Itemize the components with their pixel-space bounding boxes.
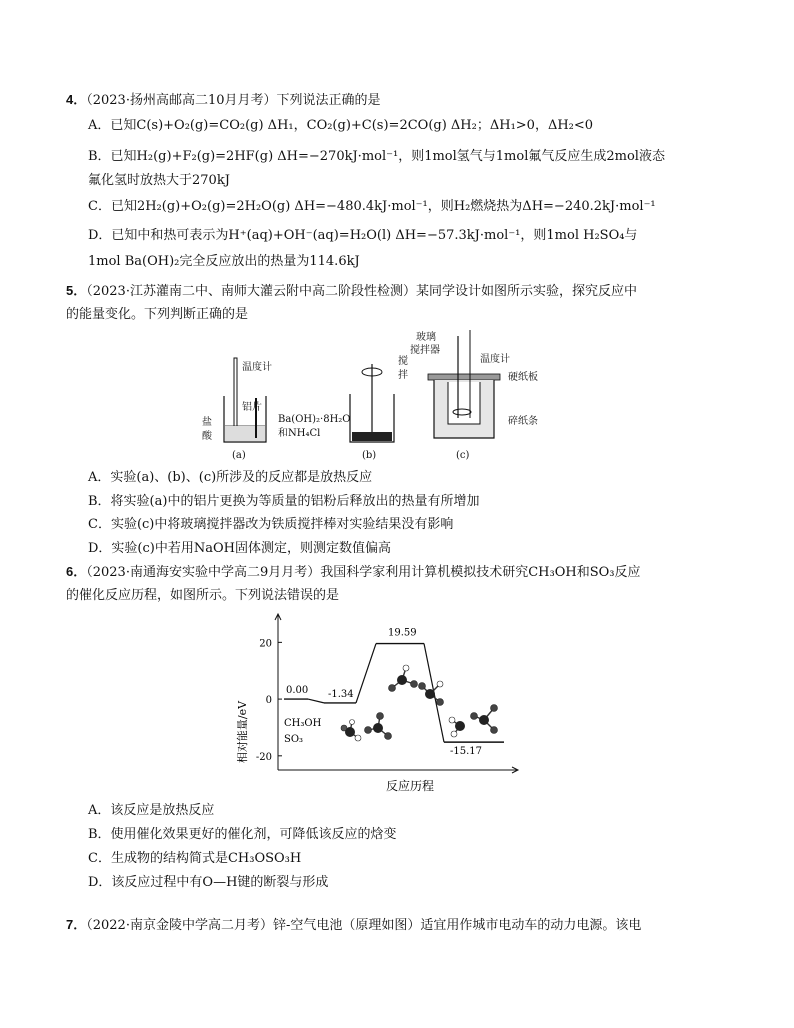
question-source: （2023·南通海安实验中学高二9月月考） — [86, 565, 321, 580]
q5-option-a: A．实验(a)、(b)、(c)所涉及的反应都是放热反应 — [88, 470, 373, 485]
caption-a: (a) — [232, 450, 246, 461]
atom — [491, 727, 498, 734]
q4-option-d-cont: 1mol Ba(OH)₂完全反应放出的热量为114.6kJ — [88, 254, 360, 269]
thermometer-label: 温度计 — [242, 362, 272, 373]
so3-molecule — [365, 713, 392, 740]
q4-option-b: B．已知H₂(g)+F₂(g)=2HF(g) ΔH=−270kJ·mol⁻¹，则1mol氢气与1mol氟气反应生成2mol液态 — [88, 149, 665, 164]
question-stem: 我国科学家利用计算机模拟技术研究CH₃OH和SO₃反应 — [320, 565, 641, 580]
atom — [479, 715, 489, 725]
x-axis-label: 反应历程 — [385, 779, 435, 793]
question-5 — [66, 279, 637, 304]
q4-option-c: C．已知2H₂(g)+O₂(g)=2H₂O(g) ΔH=−480.4kJ·mol⁻¹，则H₂燃烧热为ΔH=−240.2kJ·mol⁻¹ — [88, 199, 656, 214]
atom — [471, 713, 478, 720]
q5-stem-cont: 的能量变化。下列判断正确的是 — [66, 307, 249, 322]
atom — [341, 725, 347, 731]
y-tick-label: 20 — [259, 638, 272, 650]
question-stem: 下列说法正确的是 — [276, 93, 381, 108]
atom — [451, 731, 457, 737]
glass-label-2: 搅拌器 — [410, 345, 440, 356]
question-source: （2023·江苏灌南二中、南师大灌云附中高二阶段性检测） — [86, 284, 416, 299]
acid-label-1: 盐 — [202, 417, 212, 428]
thermometer-label: 温度计 — [480, 354, 510, 365]
cardboard-label: 硬纸板 — [508, 372, 538, 383]
reagent-label-2: 和NH₄Cl — [278, 428, 321, 439]
question-number: 4． — [66, 92, 87, 107]
transition-state-molecule-2 — [419, 681, 444, 706]
y-tick-label: 0 — [265, 695, 272, 707]
q4-option-b-cont: 氟化氢时放热大于270kJ — [88, 173, 230, 188]
energy-level-label: -15.17 — [450, 746, 483, 758]
energy-level-label: 19.59 — [388, 627, 417, 639]
apparatus-a — [202, 358, 272, 461]
question-number: 7． — [66, 917, 87, 932]
atom — [491, 705, 498, 712]
atom — [437, 699, 444, 706]
q6-option-c: C．生成物的结构简式是CH₃OSO₃H — [88, 851, 302, 866]
stir-label-1: 搅 — [398, 356, 408, 367]
glass-label-1: 玻璃 — [416, 332, 436, 343]
atom — [355, 735, 361, 741]
question-7 — [66, 913, 641, 938]
q4-option-a: A．已知C(s)+O₂(g)=CO₂(g) ΔH₁，CO₂(g)+C(s)=2CO(g) ΔH₂；ΔH₁>0，ΔH₂<0 — [88, 118, 594, 133]
q6-stem-cont: 的催化反应历程，如图所示。下列说法错误的是 — [66, 588, 340, 603]
y-tick-label: -20 — [255, 751, 272, 763]
reactant-label-ch3oh: CH₃OH — [284, 718, 322, 729]
energy-level-label: -1.34 — [328, 688, 354, 700]
q5-option-d: D．实验(c)中若用NaOH固体测定，则测定数值偏高 — [88, 541, 391, 556]
question-number: 6． — [66, 564, 87, 579]
energy-connector — [308, 699, 324, 703]
q6-option-b: B．使用催化效果更好的催化剂，可降低该反应的焓变 — [88, 827, 397, 842]
atom — [385, 733, 392, 740]
question-source: （2023·扬州高邮高二10月月考） — [86, 93, 277, 108]
question-source: （2022·南京金陵中学高二月考） — [86, 918, 273, 933]
cardboard-icon — [428, 374, 500, 380]
atom — [389, 685, 396, 692]
apparatus-c — [410, 330, 538, 461]
atom — [449, 717, 455, 723]
question-6 — [66, 560, 641, 585]
q5-apparatus-figure — [190, 326, 570, 466]
q4-option-d: D．已知中和热可表示为H⁺(aq)+OH⁻(aq)=H₂O(l) ΔH=−57.3kJ·mol⁻¹，则1mol H₂SO₄与 — [88, 228, 638, 243]
product-molecule — [471, 705, 498, 734]
atom — [455, 721, 465, 731]
question-stem: 某同学设计如图所示实验，探究反应中 — [415, 284, 637, 299]
q5-option-c: C．实验(c)中将玻璃搅拌器改为铁质搅拌棒对实验结果没有影响 — [88, 517, 454, 532]
reactant-label-so3: SO₃ — [284, 734, 304, 745]
stir-label-2: 拌 — [398, 370, 408, 381]
q5-option-b: B．将实验(a)中的铝片更换为等质量的铝粉后释放出的热量有所增加 — [88, 494, 480, 509]
question-number: 5． — [66, 283, 87, 298]
energy-connector — [356, 644, 376, 703]
question-4 — [66, 88, 381, 113]
atom — [437, 681, 443, 687]
product-molecule-2 — [449, 717, 465, 737]
q6-option-d: D．该反应过程中有O—H键的断裂与形成 — [88, 875, 329, 890]
q6-option-a: A．该反应是放热反应 — [88, 803, 215, 818]
energy-profile-chart — [228, 608, 528, 800]
transition-state-molecule — [389, 665, 418, 692]
chart-levels — [284, 628, 504, 758]
atom — [425, 689, 435, 699]
atom — [419, 683, 426, 690]
atom — [373, 723, 383, 733]
energy-level-label: 0.00 — [286, 685, 309, 697]
thermometer-icon — [234, 358, 237, 432]
ch3oh-molecule — [341, 720, 361, 742]
question-stem: 锌-空气电池（原理如图）适宜用作城市电动车的动力电源。该电 — [272, 918, 642, 933]
atom — [411, 681, 418, 688]
atom — [365, 727, 372, 734]
reagent-label-1: Ba(OH)₂·8H₂O — [278, 414, 351, 425]
apparatus-b — [278, 354, 408, 461]
atom — [350, 720, 355, 725]
y-axis-label: 相对能量/eV — [236, 700, 249, 764]
atom — [377, 713, 384, 720]
caption-c: (c) — [456, 450, 470, 461]
aluminum-label: 铝片 — [242, 402, 262, 413]
paper-label: 碎纸条 — [508, 416, 538, 427]
acid-label-2: 酸 — [202, 431, 212, 442]
atom — [403, 665, 409, 671]
atom — [397, 675, 407, 685]
caption-b: (b) — [362, 450, 377, 461]
